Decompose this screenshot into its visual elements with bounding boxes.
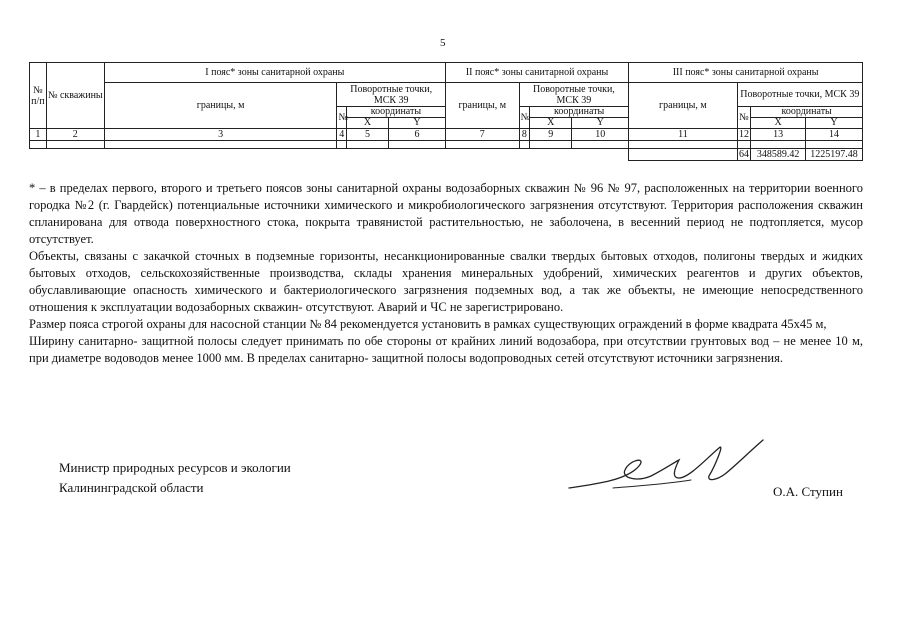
header-zone1-coords: координаты xyxy=(346,107,445,118)
table-row xyxy=(30,149,863,161)
header-zone1-point-num: № xyxy=(337,107,346,129)
header-zone-3: III пояс* зоны санитарной охраны xyxy=(629,63,863,83)
column-number: 11 xyxy=(629,129,737,141)
point-y: 1225197.48 xyxy=(806,149,863,161)
page-number: 5 xyxy=(440,37,446,49)
column-number: 13 xyxy=(751,129,806,141)
header-zone2-turning-points: Поворотные точки, МСК 39 xyxy=(519,83,629,107)
column-number: 5 xyxy=(346,129,388,141)
column-number: 8 xyxy=(519,129,530,141)
header-zone3-turning-points: Поворотные точки, МСК 39 xyxy=(737,83,862,107)
note-paragraph: Объекты, связаны с закачкой сточных в подземные горизонты, несанкционированные свалки твердых бытовых отходов, полигоны твердых и жидких бытовых отходов, сельскохозяйственные производства, склады хранения минеральных удобрений, химических реагентов и других объектов, обуславливающие опасность химического и бактериологического загрязнения подземных вод, а так же объекты, не имеющие непосредственного отношения к эксплуатации водозаборных скважин- отсутствуют. Аварий и ЧС не зарегистрировано. xyxy=(29,249,863,314)
signatory-title-line: Калининградской области xyxy=(59,480,204,495)
header-zone2-boundaries: границы, м xyxy=(445,83,519,129)
header-zone2-coords: координаты xyxy=(530,107,629,118)
header-zone3-point-num: № xyxy=(737,107,751,129)
header-zone3-coords: координаты xyxy=(751,107,863,118)
header-zone1-y: Y xyxy=(389,118,446,129)
header-zone2-x: X xyxy=(530,118,572,129)
column-number: 4 xyxy=(337,129,346,141)
sanitary-zones-table xyxy=(29,62,863,161)
header-zone3-y: Y xyxy=(806,118,863,129)
header-zone3-boundaries: границы, м xyxy=(629,83,737,129)
notes-text xyxy=(29,180,863,367)
note-paragraph: Ширину санитарно- защитной полосы следует принимать по обе стороны от крайних линий водозабора, при отсутствии грунтовых вод – не менее 10 м, при диаметре водоводов менее 1000 мм. В пределах санитарно- защитной полосы водопроводных сетей отсутствуют источники загрязнения. xyxy=(29,334,863,365)
column-number: 7 xyxy=(445,129,519,141)
column-number: 9 xyxy=(530,129,572,141)
point-x: 348589.42 xyxy=(751,149,806,161)
table-row-empty xyxy=(30,141,863,149)
signatory-title xyxy=(59,458,291,498)
header-zone3-x: X xyxy=(751,118,806,129)
column-number: 3 xyxy=(104,129,337,141)
header-zone2-point-num: № xyxy=(519,107,530,129)
signatory-name: О.А. Ступин xyxy=(773,484,843,499)
point-number: 64 xyxy=(738,148,749,160)
column-number: 6 xyxy=(389,129,446,141)
header-num-pp: № п/п xyxy=(30,63,47,129)
header-zone1-boundaries: границы, м xyxy=(104,83,337,129)
header-num-well: № скважины xyxy=(46,63,104,129)
header-zone-2: II пояс* зоны санитарной охраны xyxy=(445,63,628,83)
note-paragraph: * – в пределах первого, второго и третьего поясов зоны санитарной охраны водозаборных скважин № 96 № 97, расположенных на территории военного городка №2 (г. Гвардейск) потенциальные источники химического и микробиологического загрязнения отсутствуют. Территория расположения скважин спланирована для отвода поверхностного стока, покрыта травянистой растительностью, не заболочена, в весенний период не подтопляется, мусор отсутствует. xyxy=(29,181,863,246)
handwritten-signature xyxy=(567,436,767,496)
header-zone2-y: Y xyxy=(572,118,629,129)
column-number: 12 xyxy=(738,128,749,140)
header-zone1-x: X xyxy=(346,118,388,129)
column-number-row xyxy=(30,129,863,141)
note-paragraph: Размер пояса строгой охраны для насосной станции № 84 рекомендуется установить в рамках существующих ограждений в форме квадрата 45х45 м, xyxy=(29,317,827,331)
column-number: 14 xyxy=(806,129,863,141)
header-zone1-turning-points: Поворотные точки, МСК 39 xyxy=(337,83,445,107)
signatory-title-line: Министр природных ресурсов и экологии xyxy=(59,460,291,475)
column-number: 1 xyxy=(30,129,47,141)
header-zone-1: I пояс* зоны санитарной охраны xyxy=(104,63,445,83)
column-number: 10 xyxy=(572,129,629,141)
column-number: 2 xyxy=(46,129,104,141)
